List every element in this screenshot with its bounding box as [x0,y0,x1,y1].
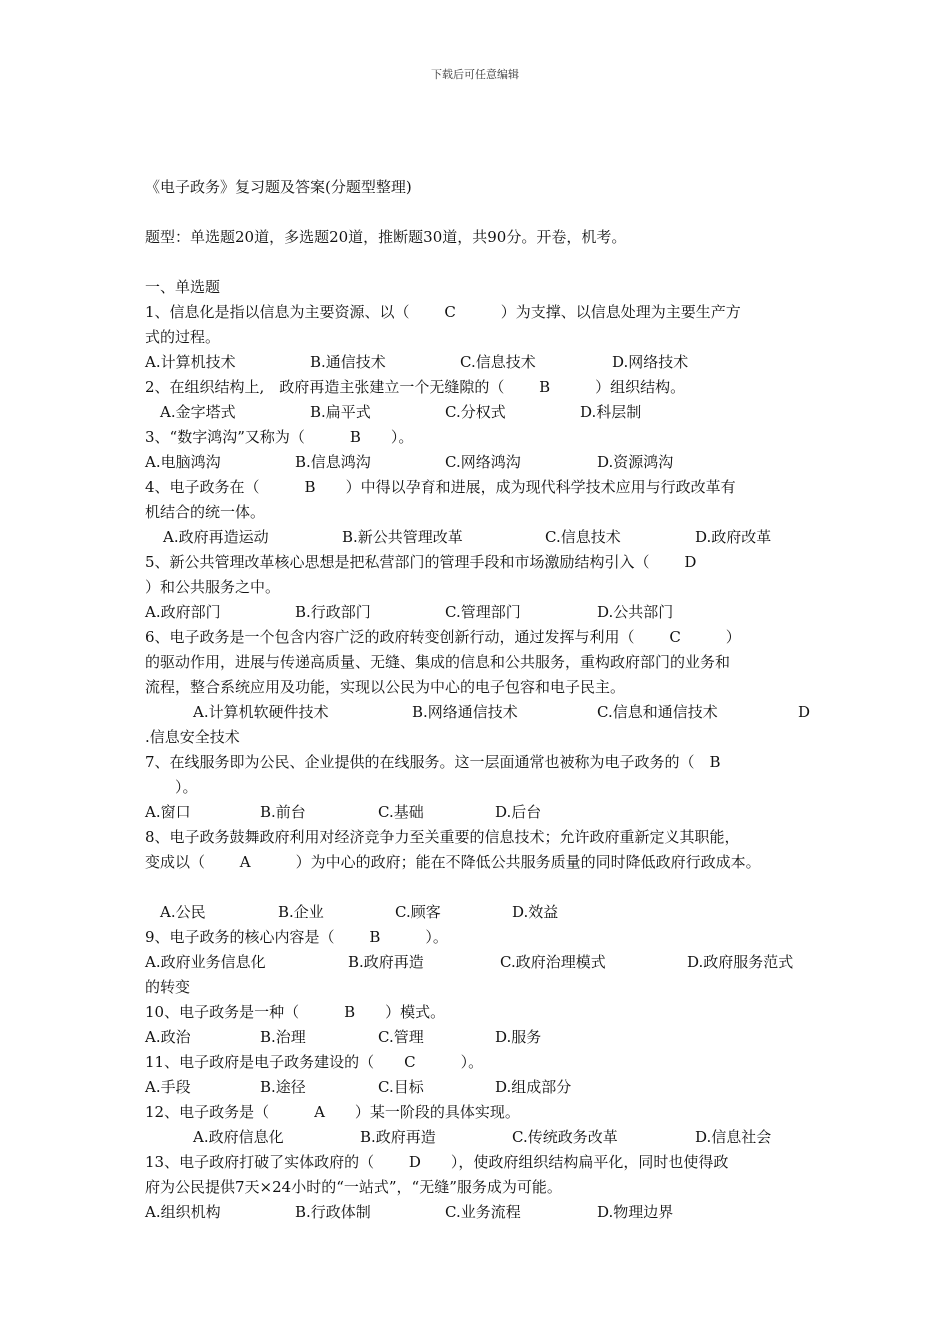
option-b: B.治理 [260,1028,306,1046]
question-9-options [145,950,825,975]
question-5-options [145,600,825,625]
question-10-options [145,1025,825,1050]
question-7: 7、在线服务即为公民、企业提供的在线服务。这一层面通常也被称为电子政务的（ B [145,753,721,771]
option-c: C.业务流程 [445,1203,521,1221]
option-c: C.基础 [378,803,424,821]
option-d: D.组成部分 [495,1078,572,1096]
option-d: D.资源鸿沟 [597,453,674,471]
question-1-options [145,350,825,375]
question-13-options [145,1200,825,1225]
option-c: C.网络鸿沟 [445,453,521,471]
exam-intro: 题型：单选题20道，多选题20道，推断题30道，共90分。开卷，机考。 [145,228,627,246]
option-c: C.顾客 [395,903,441,921]
option-b: B.信息鸿沟 [295,453,371,471]
option-b: B.途径 [260,1078,306,1096]
blank-line [145,875,825,900]
option-a: A.政府部门 [145,603,221,621]
question-6-cont: 流程，整合系统应用及功能，实现以公民为中心的电子包容和电子民主。 [145,678,626,696]
question-4-cont: 机结合的统一体。 [145,503,266,521]
option-b: B.网络通信技术 [412,703,518,721]
option-c: C.信息技术 [545,528,621,546]
option-a: A.政府业务信息化 [145,953,266,971]
option-c: C.分权式 [445,403,506,421]
question-12-options [145,1125,825,1150]
option-d: D.信息社会 [695,1128,772,1146]
option-a: A.公民 [160,903,206,921]
option-b: B.政府再造 [360,1128,436,1146]
question-6-option-d-cont: .信息安全技术 [145,728,240,746]
option-a: A.组织机构 [145,1203,221,1221]
option-a: A.计算机软硬件技术 [193,703,329,721]
option-d: D.政府改革 [695,528,772,546]
question-1: 1、信息化是指以信息为主要资源、以（ C ）为支撑、以信息处理为主要生产方 [145,303,741,321]
option-d: D [798,703,811,721]
question-3: 3、“数字鸿沟”又称为（ B ）。 [145,428,414,446]
question-2: 2、在组织结构上, 政府再造主张建立一个无缝隙的（ B ）组织结构。 [145,378,686,396]
question-12: 12、电子政务是（ A ）某一阶段的具体实现。 [145,1103,520,1121]
section-heading: 一、单选题 [145,278,221,296]
option-a: A.金字塔式 [160,403,236,421]
option-b: B.行政部门 [295,603,371,621]
question-7-options [145,800,825,825]
option-c: C.管理部门 [445,603,521,621]
option-a: A.政治 [145,1028,191,1046]
option-c: C.政府治理模式 [500,953,606,971]
option-b: B.扁平式 [310,403,371,421]
option-d: D.科层制 [580,403,642,421]
option-b: B.行政体制 [295,1203,371,1221]
option-b: B.通信技术 [310,353,386,371]
question-6-cont: 的驱动作用，进展与传递高质量、无缝、集成的信息和公共服务，重构政府部门的业务和 [145,653,731,671]
option-d: D.物理边界 [597,1203,674,1221]
option-a: A.窗口 [145,803,191,821]
option-a: A.电脑鸿沟 [145,453,221,471]
question-8-cont: 变成以（ A ）为中心的政府；能在不降低公共服务质量的同时降低政府行政成本。 [145,853,761,871]
question-7-cont: ）。 [145,778,198,796]
question-11: 11、电子政府是电子政务建设的（ C ）。 [145,1053,484,1071]
question-3-options [145,450,825,475]
option-a: A.计算机技术 [145,353,236,371]
question-8-options [145,900,825,925]
option-a: A.手段 [145,1078,191,1096]
option-d: D.政府服务范式 [687,953,794,971]
option-c: C.目标 [378,1078,424,1096]
option-d: D.服务 [495,1028,542,1046]
option-b: B.政府再造 [348,953,424,971]
question-5-cont: ）和公共服务之中。 [145,578,281,596]
option-b: B.企业 [278,903,324,921]
document-body [145,175,825,1225]
option-c: C.传统政务改革 [512,1128,618,1146]
option-d: D.效益 [512,903,559,921]
option-d: D.后台 [495,803,542,821]
question-9: 9、电子政务的核心内容是（ B ）。 [145,928,448,946]
question-13: 13、电子政府打破了实体政府的（ D ），使政府组织结构扁平化，同时也使得政 [145,1153,729,1171]
option-a: A.政府再造运动 [163,528,269,546]
question-8: 8、电子政务鼓舞政府利用对经济竞争力至关重要的信息技术；允许政府重新定义其职能， [145,828,740,846]
option-c: C.信息和通信技术 [597,703,718,721]
question-6: 6、电子政务是一个包含内容广泛的政府转变创新行动，通过发挥与利用（ C ） [145,628,741,646]
question-4: 4、电子政务在（ B ）中得以孕育和进展，成为现代科学技术应用与行政改革有 [145,478,736,496]
option-a: A.政府信息化 [193,1128,284,1146]
option-d: D.网络技术 [612,353,689,371]
question-1-cont: 式的过程。 [145,328,221,346]
option-d: D.公共部门 [597,603,674,621]
question-5: 5、新公共管理改革核心思想是把私营部门的管理手段和市场激励结构引入（ D [145,553,697,571]
question-4-options [145,525,825,550]
question-10: 10、电子政务是一种（ B ）模式。 [145,1003,446,1021]
option-b: B.新公共管理改革 [342,528,463,546]
document-title: 《电子政务》复习题及答案(分题型整理) [145,178,412,196]
page-header: 下载后可任意编辑 [431,68,519,81]
option-c: C.管理 [378,1028,424,1046]
question-9-option-d-cont: 的转变 [145,978,191,996]
question-11-options [145,1075,825,1100]
question-6-options [145,700,825,725]
option-b: B.前台 [260,803,306,821]
question-13-cont: 府为公民提供7天×24小时的“一站式”，“无缝”服务成为可能。 [145,1178,562,1196]
option-c: C.信息技术 [460,353,536,371]
question-2-options [145,400,825,425]
